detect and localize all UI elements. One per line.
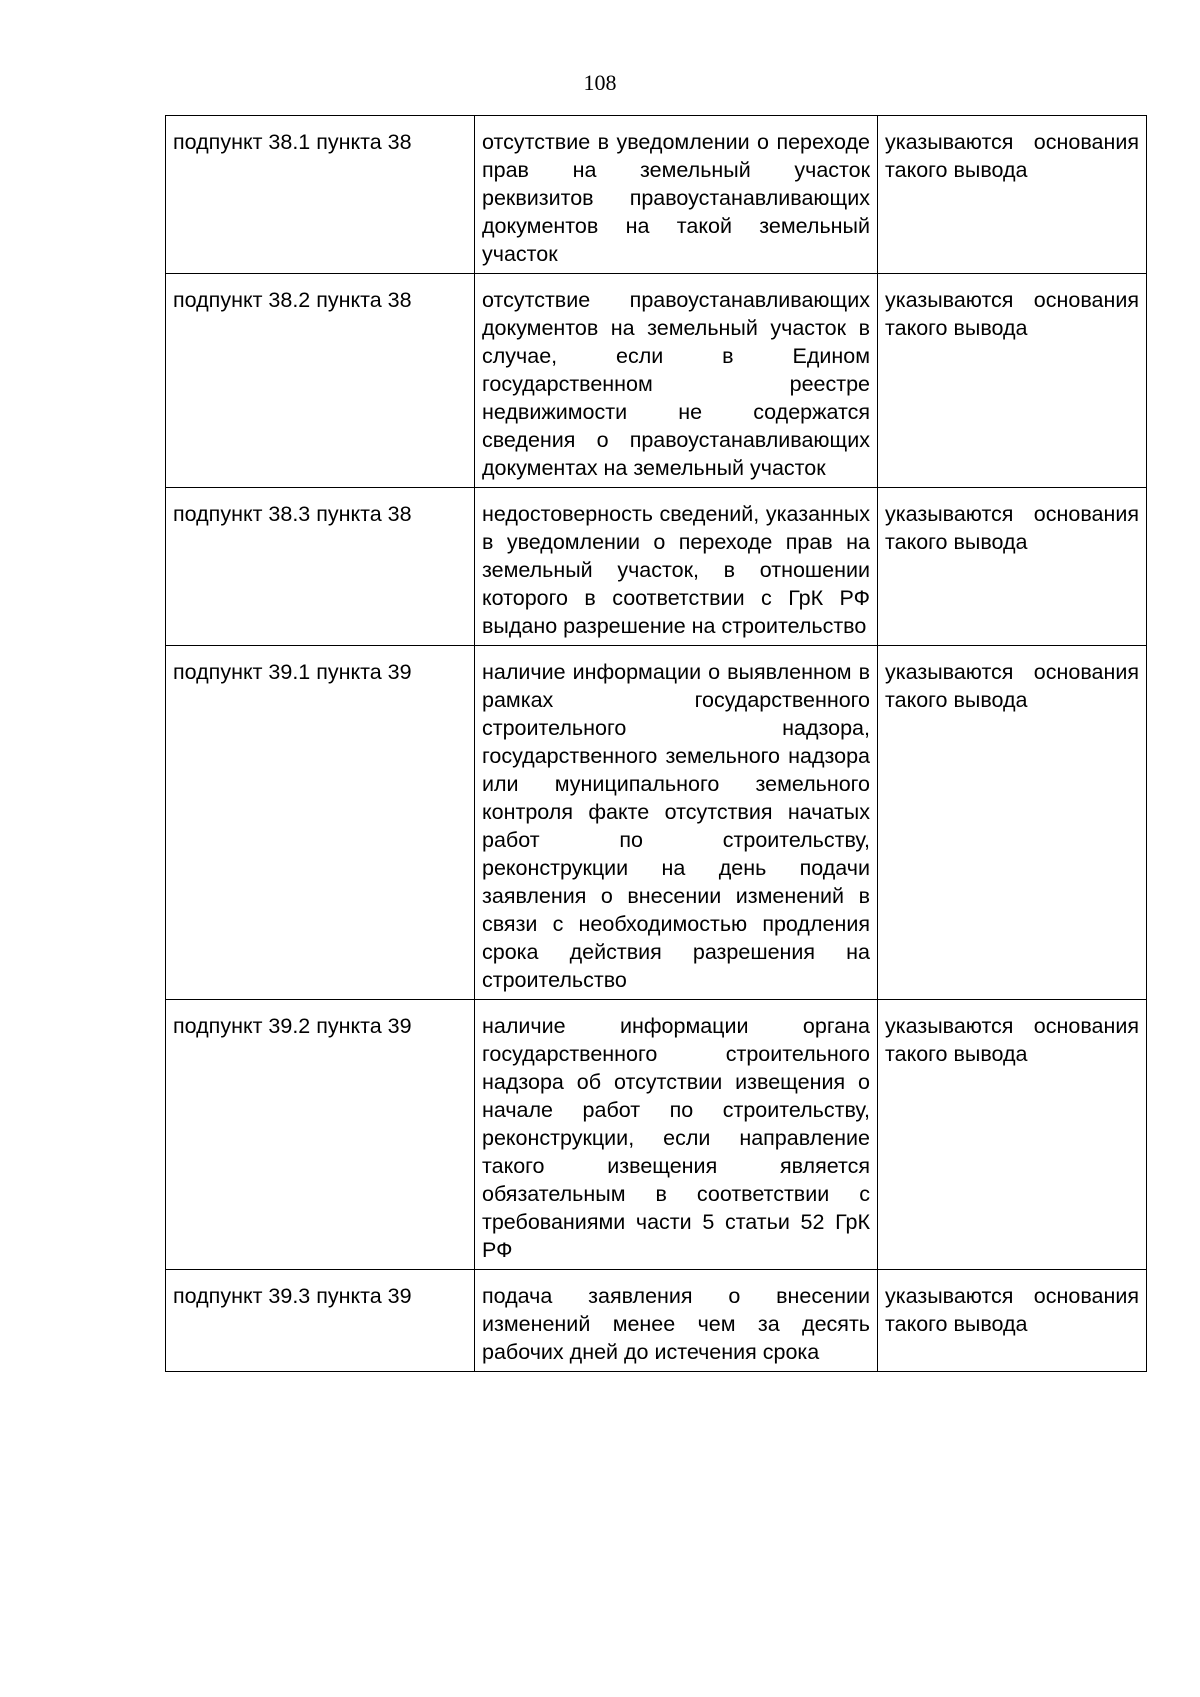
reason-cell: отсутствие в уведомлении о переходе прав на земельный участок реквизитов правоустанавливающих документов на такой земельный участок [475, 116, 878, 274]
reference-cell: подпункт 39.2 пункта 39 [166, 1000, 475, 1270]
page-number: 108 [583, 70, 617, 95]
reference-cell: подпункт 39.3 пункта 39 [166, 1270, 475, 1372]
reason-cell: подача заявления о внесении изменений менее чем за десять рабочих дней до истечения срока [475, 1270, 878, 1372]
explanation-cell: указываются основания такого вывода [878, 116, 1147, 274]
table-row [166, 488, 1147, 646]
table-row [166, 116, 1147, 274]
reason-cell: наличие информации о выявленном в рамках государственного строительного надзора, государственного земельного надзора или муниципального земельного контроля факте отсутствия начатых работ по строительству, реконструкции на день подачи заявления о внесении изменений в связи с необходимостью продления срока действия разрешения на строительство [475, 646, 878, 1000]
explanation-cell: указываются основания такого вывода [878, 274, 1147, 488]
table-row [166, 1000, 1147, 1270]
reason-cell: отсутствие правоустанавливающих документов на земельный участок в случае, если в Едином государственном реестре недвижимости не содержатся сведения о правоустанавливающих документах на земельный участок [475, 274, 878, 488]
reason-cell: недостоверность сведений, указанных в уведомлении о переходе прав на земельный участок, в отношении которого в соответствии с ГрК РФ выдано разрешение на строительство [475, 488, 878, 646]
reference-cell: подпункт 38.2 пункта 38 [166, 274, 475, 488]
grounds-table [165, 115, 1147, 1372]
explanation-cell: указываются основания такого вывода [878, 488, 1147, 646]
explanation-cell: указываются основания такого вывода [878, 646, 1147, 1000]
explanation-cell: указываются основания такого вывода [878, 1000, 1147, 1270]
reason-cell: наличие информации органа государственного строительного надзора об отсутствии извещения о начале работ по строительству, реконструкции, если направление такого извещения является обязательным в соответствии с требованиями части 5 статьи 52 ГрК РФ [475, 1000, 878, 1270]
explanation-cell: указываются основания такого вывода [878, 1270, 1147, 1372]
reference-cell: подпункт 38.1 пункта 38 [166, 116, 475, 274]
table-row [166, 1270, 1147, 1372]
reference-cell: подпункт 38.3 пункта 38 [166, 488, 475, 646]
reference-cell: подпункт 39.1 пункта 39 [166, 646, 475, 1000]
table-row [166, 646, 1147, 1000]
table-row [166, 274, 1147, 488]
